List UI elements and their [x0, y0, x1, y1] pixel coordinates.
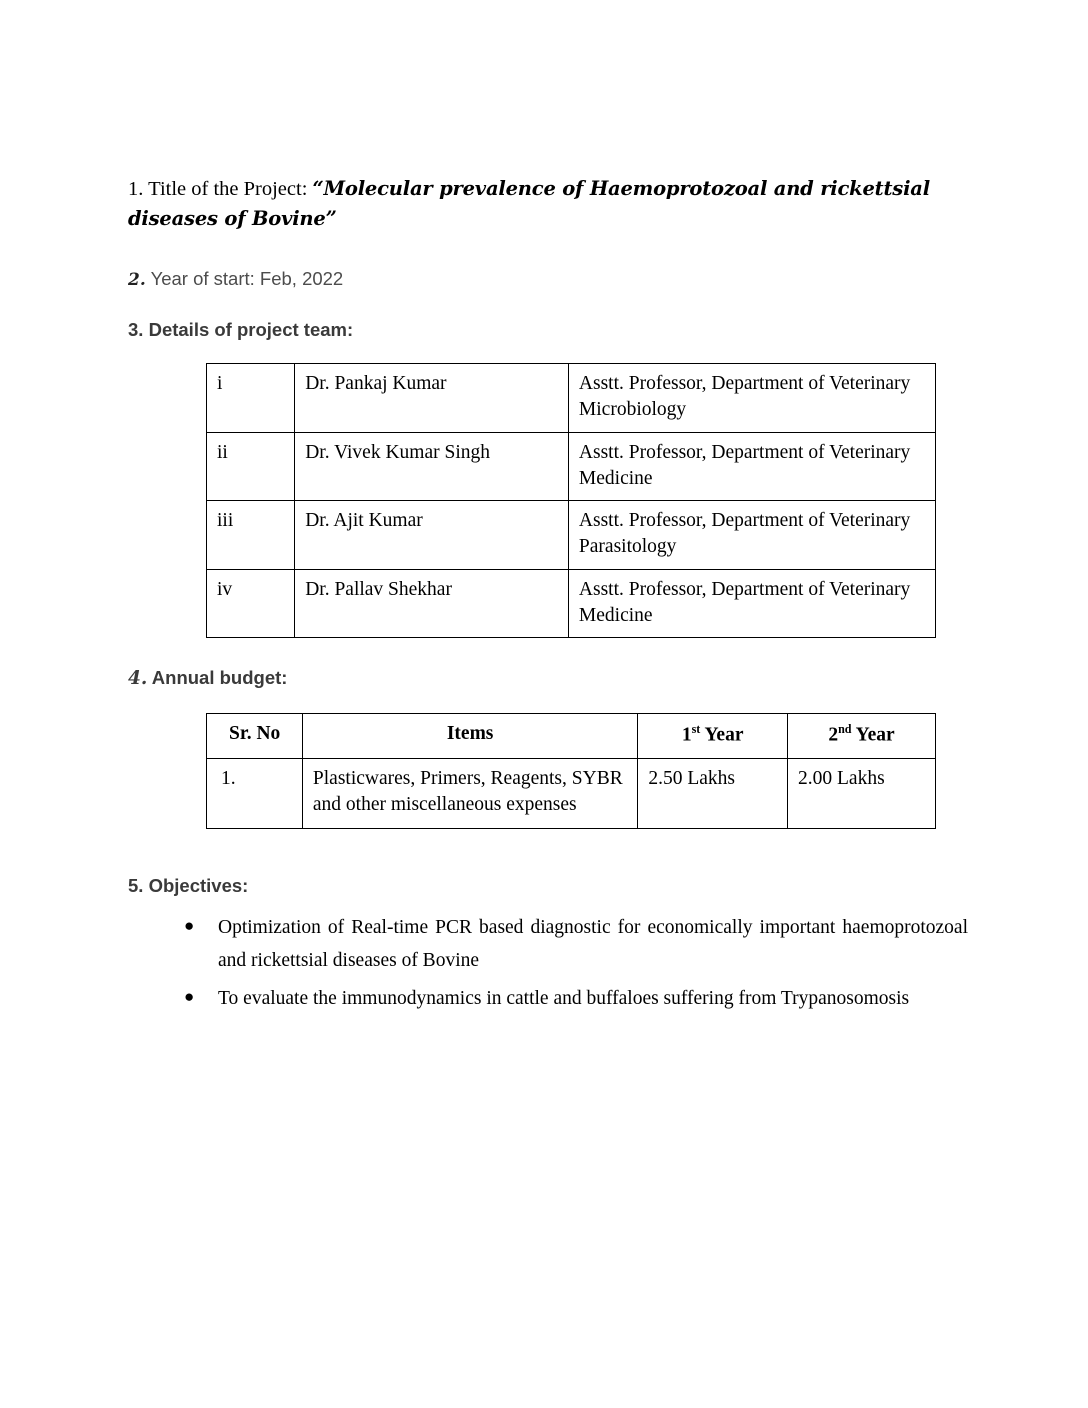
project-name: “Molecular prevalence of Haemoprotozoal and rickettsial diseases of Bovine” — [128, 177, 930, 230]
team-row-index: ii — [207, 432, 295, 500]
section-year-of-start — [128, 268, 968, 290]
project-team-table — [206, 363, 936, 638]
budget-row-index: 1. — [207, 758, 303, 828]
budget-item-description: Plasticwares, Primers, Reagents, SYBR and other miscellaneous expenses — [302, 758, 637, 828]
section-title-project — [128, 175, 968, 234]
team-member-name: Dr. Pankaj Kumar — [295, 364, 569, 432]
objective-text: Optimization of Real-time PCR based diagnostic for economically important haemoprotozoal and rickettsial diseases of Bovine — [218, 916, 968, 972]
year2-superscript: nd — [838, 722, 852, 737]
section-number-2: 2. — [128, 270, 146, 291]
section-number-4: 4. — [128, 668, 148, 690]
team-row-index: iv — [207, 569, 295, 637]
table-header-row — [207, 714, 936, 758]
section-heading-budget — [128, 667, 968, 689]
bullet-icon: ● — [184, 986, 195, 1006]
table-row — [207, 432, 936, 500]
team-member-name: Dr. Pallav Shekhar — [295, 569, 569, 637]
list-item — [176, 911, 968, 978]
team-member-name: Dr. Ajit Kumar — [295, 501, 569, 569]
section-number-1: 1. — [128, 178, 144, 200]
list-item — [176, 982, 968, 1016]
document-body — [128, 175, 968, 1019]
year1-suffix: Year — [700, 724, 744, 746]
table-row — [207, 364, 936, 432]
section-number-3: 3. — [128, 319, 144, 341]
table-row — [207, 569, 936, 637]
year2-prefix: 2 — [828, 724, 839, 746]
annual-budget-table — [206, 713, 936, 828]
section-heading-team — [128, 319, 968, 341]
objectives-list — [128, 911, 968, 1016]
year2-suffix: Year — [851, 724, 895, 746]
bullet-icon: ● — [184, 915, 195, 935]
team-member-designation: Asstt. Professor, Department of Veterinary Medicine — [568, 432, 935, 500]
objectives-heading-text: Objectives: — [148, 874, 249, 896]
budget-heading-text: Annual budget: — [151, 667, 288, 689]
team-member-designation: Asstt. Professor, Department of Veterinary Microbiology — [568, 364, 935, 432]
table-row — [207, 501, 936, 569]
budget-year1-amount: 2.50 Lakhs — [638, 758, 788, 828]
year1-prefix: 1 — [681, 724, 692, 746]
title-label: Title of the Project: — [148, 178, 308, 200]
team-member-designation: Asstt. Professor, Department of Veterinary Parasitology — [568, 501, 935, 569]
column-header-items: Items — [302, 714, 637, 758]
team-row-index: i — [207, 364, 295, 432]
section-number-5: 5. — [128, 874, 144, 896]
table-row — [207, 758, 936, 828]
budget-year2-amount: 2.00 Lakhs — [788, 758, 936, 828]
objective-text: To evaluate the immunodynamics in cattle and buffaloes suffering from Trypanosomosis — [218, 987, 910, 1009]
column-header-year2 — [788, 714, 936, 758]
year-of-start-text: Year of start: Feb, 2022 — [150, 268, 344, 290]
column-header-year1 — [638, 714, 788, 758]
year1-superscript: st — [691, 722, 701, 737]
team-row-index: iii — [207, 501, 295, 569]
team-member-designation: Asstt. Professor, Department of Veterinary Medicine — [568, 569, 935, 637]
section-heading-objectives — [128, 875, 968, 897]
column-header-sr-no: Sr. No — [207, 714, 303, 758]
team-member-name: Dr. Vivek Kumar Singh — [295, 432, 569, 500]
team-heading-text: Details of project team: — [148, 319, 354, 341]
